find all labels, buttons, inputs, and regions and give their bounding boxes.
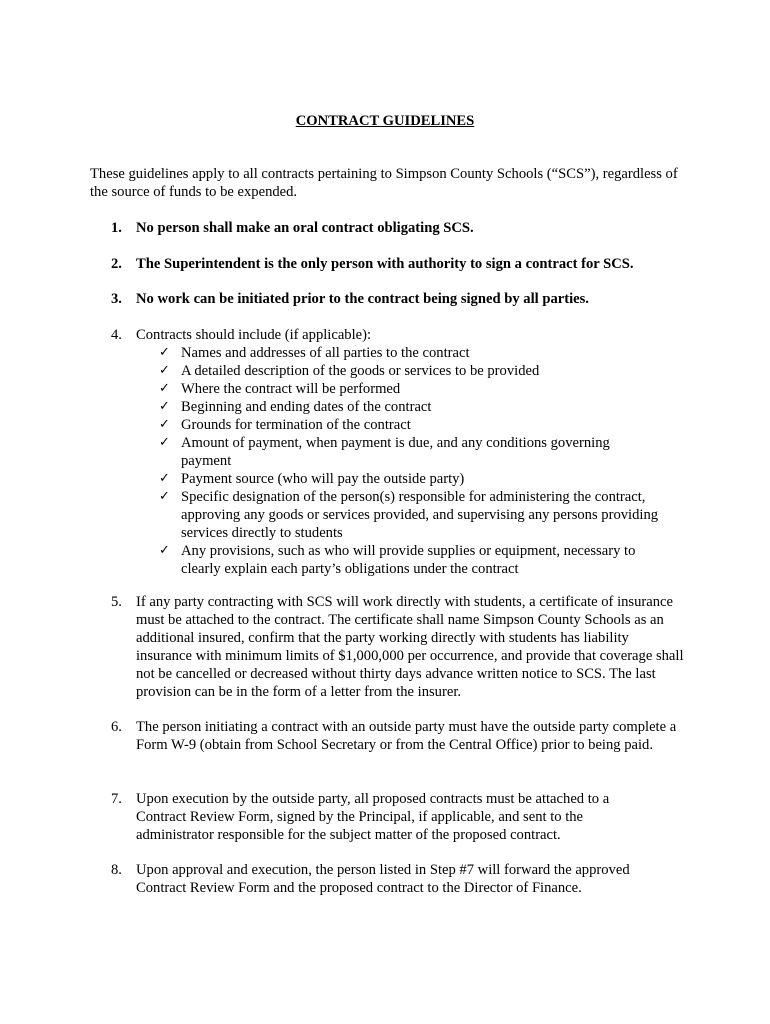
item-number: 7. [111, 791, 122, 807]
item-number: 5. [111, 594, 122, 610]
checklist-text: Names and addresses of all parties to the contract [181, 345, 470, 361]
checklist-item [0, 488, 770, 542]
item-text: The person initiating a contract with an outside party must have the outside party complete a Form W-9 (obtain from School Secretary or from the Central Office) prior to being paid. [136, 719, 677, 753]
check-icon: ✓ [159, 363, 170, 378]
contract-checklist [0, 344, 770, 578]
item-number: 2. [111, 256, 122, 272]
item-number: 4. [111, 327, 122, 343]
checklist-item [0, 344, 770, 362]
item-text: No work can be initiated prior to the contract being signed by all parties. [136, 291, 589, 307]
checklist-text: Where the contract will be performed [181, 381, 401, 397]
item-text: Upon execution by the outside party, all proposed contracts must be attached to a Contract Review Form, signed by the Principal, if applicable, and sent to the administrator responsible for the subject matter of the proposed contract. [136, 791, 610, 843]
checklist-item [0, 380, 770, 398]
checklist-item [0, 434, 770, 470]
check-icon: ✓ [159, 543, 170, 558]
item-number: 1. [111, 220, 122, 236]
checklist-text: Amount of payment, when payment is due, and any conditions governing payment [181, 435, 610, 469]
check-icon: ✓ [159, 435, 170, 450]
check-icon: ✓ [159, 345, 170, 360]
checklist-item [0, 416, 770, 434]
item-text: The Superintendent is the only person with authority to sign a contract for SCS. [136, 256, 634, 272]
checklist-item [0, 470, 770, 488]
item-text: Contracts should include (if applicable): [136, 327, 372, 343]
page-title: CONTRACT GUIDELINES [295, 113, 475, 129]
checklist-text: A detailed description of the goods or services to be provided [181, 363, 540, 379]
item-number: 3. [111, 291, 122, 307]
item-number: 8. [111, 862, 122, 878]
check-icon: ✓ [159, 471, 170, 486]
checklist-item [0, 542, 770, 578]
item-text: No person shall make an oral contract obligating SCS. [136, 220, 474, 236]
item-text: If any party contracting with SCS will work directly with students, a certificate of insurance must be attached to the contract. The certificate shall name Simpson County Schools as an additional insured, confirm that the party working directly with students has liability insurance with minimum limits of $1,000,000 per occurrence, and provide that coverage shall not be cancelled or decreased without thirty days advance written notice to SCS. The last provision can be in the form of a letter from the insurer. [136, 594, 684, 700]
checklist-item [0, 398, 770, 416]
item-text: Upon approval and execution, the person listed in Step #7 will forward the approved Contract Review Form and the proposed contract to the Director of Finance. [136, 862, 630, 896]
checklist-item [0, 362, 770, 380]
checklist-text: Any provisions, such as who will provide supplies or equipment, necessary to clearly explain each party’s obligations under the contract [181, 543, 636, 577]
item-number: 6. [111, 719, 122, 735]
check-icon: ✓ [159, 417, 170, 432]
check-icon: ✓ [159, 399, 170, 414]
intro-paragraph: These guidelines apply to all contracts pertaining to Simpson County Schools (“SCS”), regardless of the source of funds to be expended. [90, 166, 678, 200]
check-icon: ✓ [159, 381, 170, 396]
checklist-text: Grounds for termination of the contract [181, 417, 411, 433]
checklist-text: Beginning and ending dates of the contract [181, 399, 432, 415]
checklist-text: Payment source (who will pay the outside party) [181, 471, 465, 487]
checklist-text: Specific designation of the person(s) responsible for administering the contract, approving any goods or services provided, and supervising any persons providing services directly to students [181, 489, 659, 541]
check-icon: ✓ [159, 489, 170, 504]
